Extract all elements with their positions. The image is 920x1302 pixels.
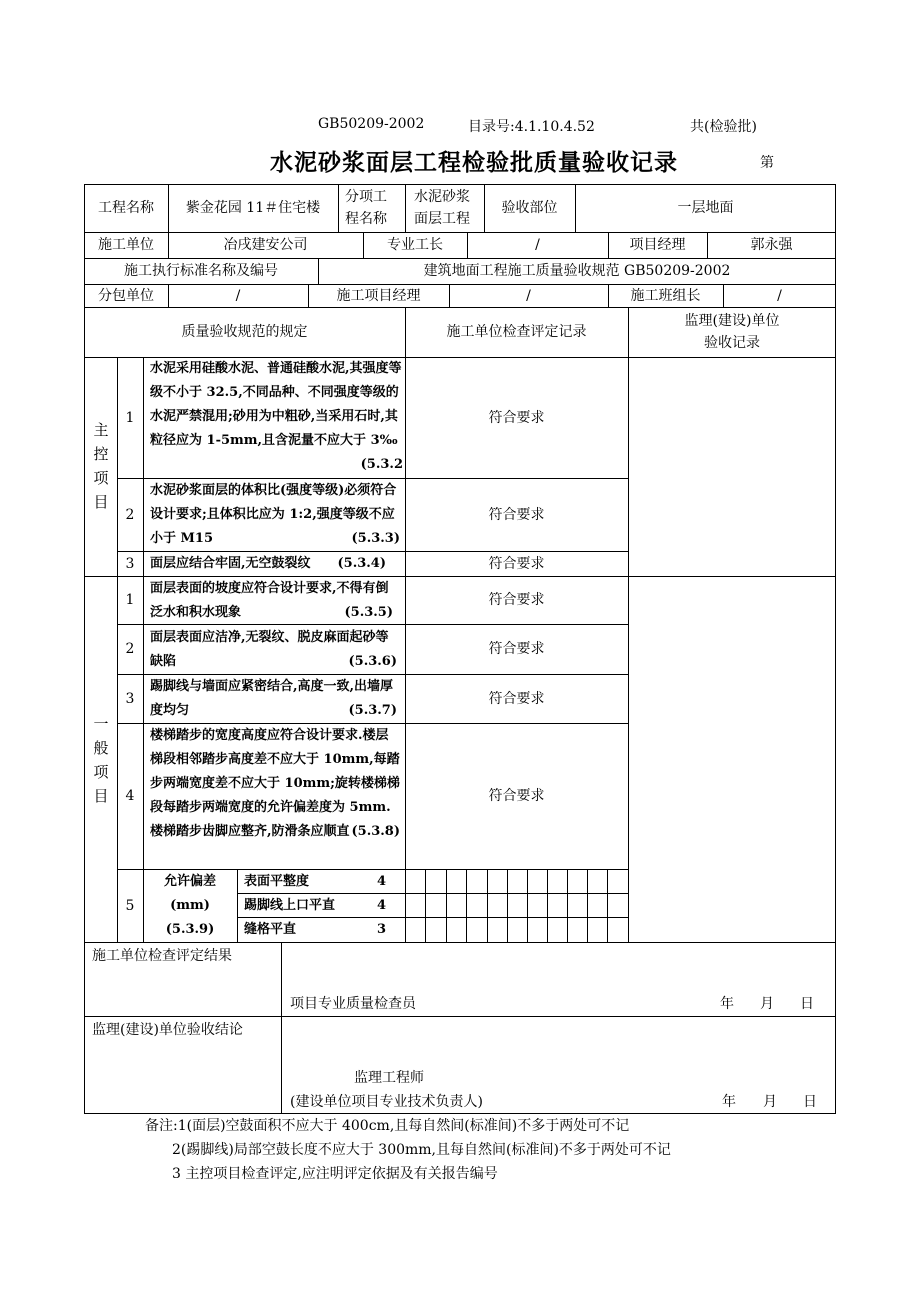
- tolerance-value: 3: [377, 922, 387, 937]
- day-label: 日: [803, 1094, 817, 1110]
- year-label: 年: [720, 996, 734, 1012]
- general-item-result: 符合要求: [488, 690, 545, 707]
- pm-label: 项目经理: [629, 237, 686, 253]
- general-item-no: 3: [125, 690, 135, 707]
- general-item-spec: 面层表面应洁净,无裂纹、脱皮麻面起砂等缺陷 (5.3.6): [150, 630, 397, 669]
- general-item-spec: 踢脚线与墙面应紧密结合,高度一致,出墙厚度均匀 (5.3.7): [150, 679, 397, 718]
- contractor: 冶戌建安公司: [223, 237, 308, 253]
- main-item-result: 符合要求: [488, 555, 545, 572]
- page-title: 水泥砂浆面层工程检验批质量验收记录: [270, 149, 678, 176]
- page-number: 第: [760, 155, 774, 171]
- check-column-header: 施工单位检查评定记录: [446, 324, 587, 340]
- quality-inspector: 项目专业质量检查员: [290, 996, 416, 1012]
- day-label: 日: [800, 996, 814, 1012]
- contractor-label: 施工单位: [98, 237, 154, 253]
- main-items-label: 主 控 项 目: [93, 421, 109, 511]
- supervisor-conclusion-label: 监理(建设)单位验收结论: [92, 1022, 243, 1038]
- general-item-no: 4: [125, 788, 135, 804]
- accept-part: 一层地面: [677, 200, 734, 216]
- tolerance-name: 表面平整度: [244, 874, 310, 889]
- sub-pm: /: [526, 287, 531, 304]
- main-item-spec: 水泥砂浆面层的体积比(强度等级)必须符合设计要求;且体积比应为 1:2,强度等级不应小于 M15 (5.3.3): [150, 483, 400, 546]
- tolerance-label: 允许偏差 (mm) (5.3.9): [163, 873, 216, 937]
- general-item-result: 符合要求: [488, 592, 545, 608]
- subcontractor: /: [235, 287, 241, 304]
- standard-code: GB50209-2002: [318, 116, 425, 132]
- note-3: 3 主控项目检查评定,应注明评定依据及有关报告编号: [172, 1166, 498, 1182]
- contractor-result-label: 施工单位检查评定结果: [92, 948, 232, 964]
- tolerance-item-no: 5: [125, 897, 135, 914]
- general-item-no: 1: [125, 592, 135, 608]
- main-item-spec: 水泥采用硅酸水泥、普通硅酸水泥,其强度等级不小于 32.5,不同品种、不同强度等级的水泥严禁混用;砂用为中粗砂,当采用石时,其粒径应为 1-5mm,且含泥量不应大于 3‰ (5.3.2: [150, 361, 403, 472]
- owner-representative: (建设单位项目专业技术负责人): [290, 1094, 483, 1110]
- team: /: [777, 287, 782, 304]
- standard-name: 建筑地面工程施工质量验收规范 GB50209-2002: [423, 263, 731, 279]
- tolerance-name: 踢脚线上口平直: [244, 898, 336, 913]
- main-item-spec: 面层应结合牢固,无空鼓裂纹 (5.3.4): [150, 556, 386, 571]
- main-item-no: 3: [125, 555, 135, 572]
- main-item-no: 1: [125, 409, 135, 426]
- tolerance-value: 4: [377, 874, 387, 889]
- note-1: 备注:1(面层)空鼓面积不应大于 400cm,且每自然间(标准间)不多于两处可不记: [145, 1118, 630, 1134]
- supervising-engineer: 监理工程师: [354, 1070, 424, 1086]
- general-item-spec: 面层表面的坡度应符合设计要求,不得有倒泛水和积水现象 (5.3.5): [150, 581, 393, 620]
- team-label: 施工班组长: [630, 287, 701, 304]
- main-item-result: 符合要求: [488, 409, 545, 426]
- spec-column-header: 质量验收规范的规定: [181, 324, 308, 340]
- sub-pm-label: 施工项目经理: [336, 287, 421, 304]
- project-name-label: 工程名称: [98, 200, 154, 216]
- general-item-no: 2: [125, 641, 135, 657]
- foreman: /: [535, 237, 540, 253]
- general-item-result: 符合要求: [488, 788, 545, 804]
- note-2: 2(踢脚线)局部空鼓长度不应大于 300mm,且每自然间(标准间)不多于两处可不记: [172, 1142, 671, 1158]
- general-item-result: 符合要求: [488, 641, 545, 657]
- project-name: 紫金花园 11＃住宅楼: [185, 200, 321, 216]
- supervise-column-header: 监理(建设)单位 验收记录: [684, 313, 780, 351]
- subcontractor-label: 分包单位: [98, 287, 154, 304]
- tolerance-value: 4: [377, 898, 387, 913]
- year-label: 年: [722, 1094, 736, 1110]
- general-items-label: 一 般 项 目: [93, 715, 109, 805]
- month-label: 月: [760, 996, 774, 1012]
- catalog-number: 目录号:4.1.10.4.52: [468, 119, 595, 135]
- sub-project-label: 分项工 程名称: [345, 189, 387, 227]
- total-batch: 共(检验批): [690, 119, 757, 135]
- accept-part-label: 验收部位: [501, 200, 558, 216]
- standard-label: 施工执行标准名称及编号: [124, 263, 278, 279]
- tolerance-name: 缝格平直: [244, 922, 297, 937]
- foreman-label: 专业工长: [387, 237, 443, 253]
- pm: 郭永强: [750, 237, 793, 253]
- main-item-result: 符合要求: [488, 506, 545, 523]
- sub-project-name: 水泥砂浆 面层工程: [414, 189, 470, 227]
- general-item-spec: 楼梯踏步的宽度高度应符合设计要求.楼层梯段相邻踏步高度差不应大于 10mm,每踏步两端宽度差不应大于 10mm;旋转楼梯梯段每踏步两端宽度的允许偏差度为 5mm.楼梯踏步齿脚应整齐,防滑条应顺直 (5.3.8): [150, 728, 400, 839]
- month-label: 月: [763, 1094, 777, 1110]
- main-item-no: 2: [125, 506, 135, 523]
